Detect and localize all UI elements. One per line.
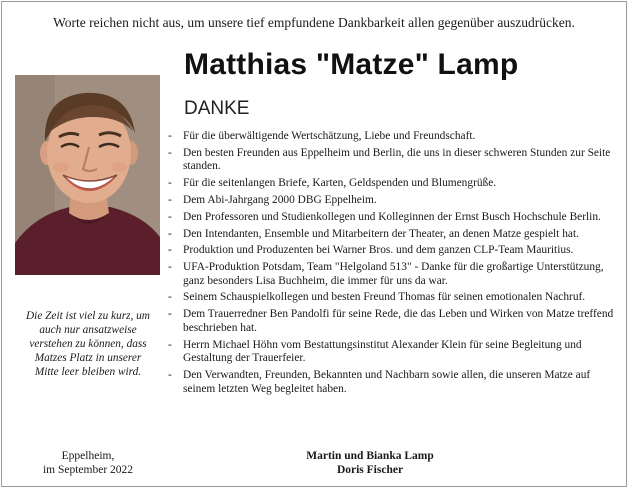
signer-line-1: Martin und Bianka Lamp [306,450,434,462]
thanks-item: - Herrn Michael Höhn vom Bestattungsinstitut Alexander Klein für seine Begleitung und Gestaltung der Trauerfeier. [167,339,615,366]
thanks-item: - Dem Trauerredner Ben Pandolfi für seine Rede, die das Leben und Wirken von Matze treffend beschrieben hat. [167,308,615,335]
thanks-item: - Seinem Schauspielkollegen und besten Freund Thomas für seinen emotionalen Nachruf. [167,291,615,305]
thanks-item: - Den Intendanten, Ensemble und Mitarbeitern der Theater, an denen Matze gespielt hat. [167,228,615,242]
thanks-item: - Den Professoren und Studienkollegen und Kolleginnen der Ernst Busch Hochschule Berlin. [167,211,615,225]
portrait-illustration [15,75,160,275]
intro-text: Worte reichen nicht aus, um unsere tief empfundene Dankbarkeit allen gegenüber auszudrücken. [53,15,575,30]
obituary-notice [1,1,627,487]
thanks-item: - Dem Abi-Jahrgang 2000 DBG Eppelheim. [167,194,615,208]
thanks-list [167,130,615,399]
thanks-item: - Produktion und Produzenten bei Warner Bros. und dem ganzen CLP-Team Mauritius. [167,244,615,258]
memorial-quote: Die Zeit ist viel zu kurz, um auch nur ansatzweise verstehen zu können, dass Matzes Platz in unserer Mitte leer bleiben wird. [26,310,150,378]
place-city: Eppelheim, [61,450,115,462]
signer-line-2: Doris Fischer [336,464,404,476]
thanks-item: - Für die seitenlangen Briefe, Karten, Geldspenden und Blumengrüße. [167,177,615,191]
thanks-item: - Den Verwandten, Freunden, Bekannten und Nachbarn sowie allen, die unseren Matze auf seinem letzten Weg begleitet haben. [167,369,615,396]
place-and-date [22,449,154,477]
thanks-item: - UFA-Produktion Potsdam, Team "Helgoland 513" - Danke für die großartige Unterstützung, ganz besonders Lisa Buchheim, die immer für uns da war. [167,261,615,288]
thanks-item: - Für die überwältigende Wertschätzung, Liebe und Freundschaft. [167,130,615,144]
thanks-heading: DANKE [184,98,250,119]
thanks-item: - Den besten Freunden aus Eppelheim und Berlin, die uns in dieser schweren Stunden zur Seite standen. [167,147,615,174]
portrait-photo [15,75,160,275]
deceased-name: Matthias "Matze" Lamp [184,48,519,81]
place-date: im September 2022 [42,464,134,476]
signers [270,449,470,477]
